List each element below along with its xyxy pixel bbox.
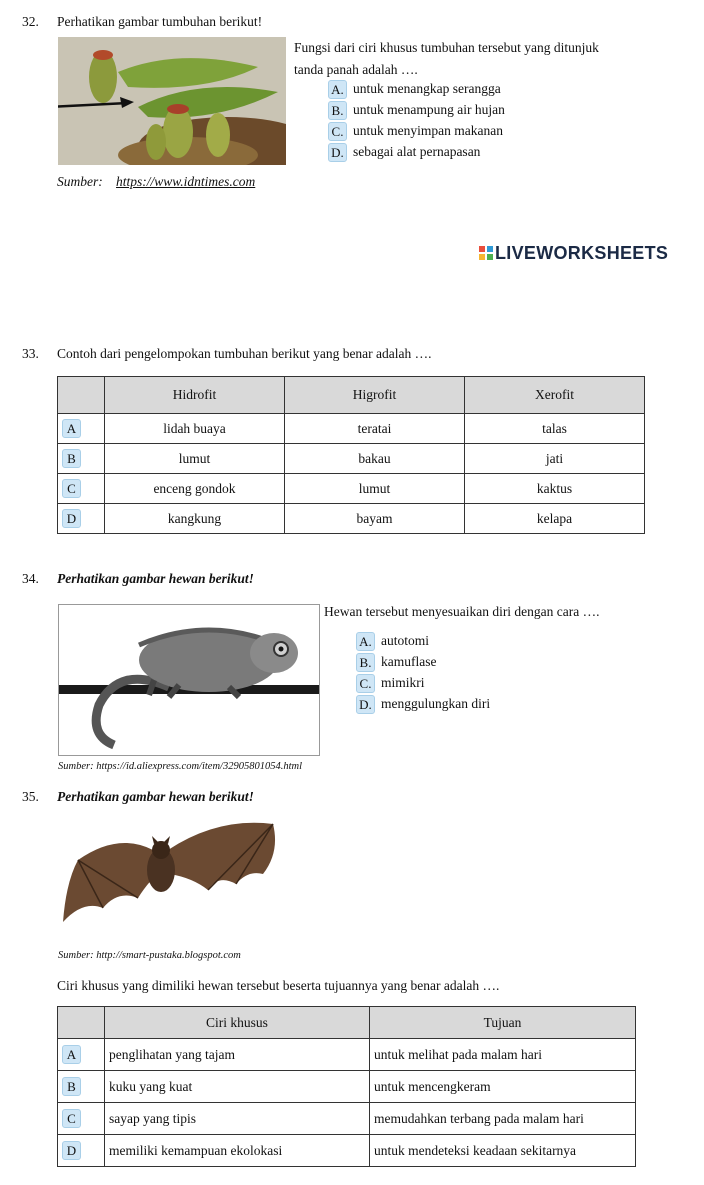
row-letter[interactable]: B xyxy=(62,1077,81,1096)
q34-source: Sumber: https://id.aliexpress.com/item/32905801054.html xyxy=(58,761,303,772)
chameleon-illustration xyxy=(59,605,319,755)
table-header-blank xyxy=(58,377,105,414)
q35-table xyxy=(57,1006,636,1167)
table-cell: bayam xyxy=(285,504,465,534)
option-text: mimikri xyxy=(381,675,425,690)
option-letter: B. xyxy=(328,101,347,120)
bat-image xyxy=(58,812,284,940)
q35-row-c[interactable] xyxy=(58,1103,636,1135)
table-header-blank xyxy=(58,1007,105,1039)
row-letter[interactable]: A xyxy=(62,419,81,438)
q33-row-a[interactable] xyxy=(58,414,645,444)
row-letter[interactable]: D xyxy=(62,1141,81,1160)
liveworksheets-watermark xyxy=(479,243,668,264)
q35-row-a[interactable] xyxy=(58,1039,636,1071)
q34-number: 34. xyxy=(22,571,39,586)
q32-option-a[interactable] xyxy=(328,80,501,98)
q35-question: Ciri khusus yang dimiliki hewan tersebut beserta tujuannya yang benar adalah …. xyxy=(57,978,500,993)
liveworksheets-logo-icon xyxy=(479,246,493,260)
option-text: menggulungkan diri xyxy=(381,696,491,711)
table-cell: kangkung xyxy=(105,504,285,534)
row-letter[interactable]: C xyxy=(62,1109,81,1128)
option-letter: D. xyxy=(356,695,375,714)
option-text: untuk menyimpan makanan xyxy=(353,123,503,138)
table-cell: bakau xyxy=(285,444,465,474)
option-letter: B. xyxy=(356,653,375,672)
q35-intro: Perhatikan gambar hewan berikut! xyxy=(57,789,254,804)
table-cell: untuk mencengkeram xyxy=(370,1071,636,1103)
table-cell: lumut xyxy=(105,444,285,474)
q32-option-d[interactable] xyxy=(328,143,480,161)
row-letter[interactable]: B xyxy=(62,449,81,468)
table-header-hidrofit: Hidrofit xyxy=(105,377,285,414)
chameleon-image xyxy=(58,604,320,756)
table-cell: lidah buaya xyxy=(105,414,285,444)
table-header-ciri-khusus: Ciri khusus xyxy=(105,1007,370,1039)
table-cell: kaktus xyxy=(465,474,645,504)
watermark-text: LIVEWORKSHEETS xyxy=(495,243,669,263)
q32-source-label: Sumber: xyxy=(57,174,103,189)
table-header-tujuan: Tujuan xyxy=(370,1007,636,1039)
table-cell: untuk melihat pada malam hari xyxy=(370,1039,636,1071)
table-cell: penglihatan yang tajam xyxy=(105,1039,370,1071)
q34-option-b[interactable] xyxy=(356,653,436,671)
table-cell: enceng gondok xyxy=(105,474,285,504)
q32-number: 32. xyxy=(22,14,39,29)
q32-question-line2: tanda panah adalah …. xyxy=(294,62,418,77)
q34-option-d[interactable] xyxy=(356,695,490,713)
table-header-xerofit: Xerofit xyxy=(465,377,645,414)
q35-row-b[interactable] xyxy=(58,1071,636,1103)
q35-number: 35. xyxy=(22,789,39,804)
option-text: untuk menampung air hujan xyxy=(353,102,505,117)
q32-option-b[interactable] xyxy=(328,101,505,119)
table-cell: sayap yang tipis xyxy=(105,1103,370,1135)
option-letter: C. xyxy=(328,122,347,141)
table-cell: kuku yang kuat xyxy=(105,1071,370,1103)
q34-option-c[interactable] xyxy=(356,674,425,692)
table-cell: memudahkan terbang pada malam hari xyxy=(370,1103,636,1135)
q33-row-c[interactable] xyxy=(58,474,645,504)
q32-intro: Perhatikan gambar tumbuhan berikut! xyxy=(57,14,263,29)
q33-row-d[interactable] xyxy=(58,504,645,534)
option-letter: C. xyxy=(356,674,375,693)
q32-question-line1: Fungsi dari ciri khusus tumbuhan tersebut yang ditunjuk xyxy=(294,40,599,55)
table-cell: kelapa xyxy=(465,504,645,534)
table-cell: lumut xyxy=(285,474,465,504)
table-cell: teratai xyxy=(285,414,465,444)
pitcher-plant-image xyxy=(58,37,286,165)
option-text: kamuflase xyxy=(381,654,437,669)
q35-row-d[interactable] xyxy=(58,1135,636,1167)
q34-question: Hewan tersebut menyesuaikan diri dengan cara …. xyxy=(324,604,600,619)
option-text: sebagai alat pernapasan xyxy=(353,144,481,159)
q33-row-b[interactable] xyxy=(58,444,645,474)
table-cell: memiliki kemampuan ekolokasi xyxy=(105,1135,370,1167)
option-text: autotomi xyxy=(381,633,429,648)
table-header-row xyxy=(58,377,645,414)
pitcher-plant-illustration xyxy=(58,37,286,165)
row-letter[interactable]: D xyxy=(62,509,81,528)
row-letter[interactable]: A xyxy=(62,1045,81,1064)
q33-question: Contoh dari pengelompokan tumbuhan berikut yang benar adalah …. xyxy=(57,346,432,361)
table-cell: jati xyxy=(465,444,645,474)
table-cell: talas xyxy=(465,414,645,444)
q33-number: 33. xyxy=(22,346,39,361)
table-header-row xyxy=(58,1007,636,1039)
q35-source: Sumber: http://smart-pustaka.blogspot.com xyxy=(58,950,241,961)
option-letter: A. xyxy=(328,80,347,99)
q34-option-a[interactable] xyxy=(356,632,429,650)
table-header-higrofit: Higrofit xyxy=(285,377,465,414)
row-letter[interactable]: C xyxy=(62,479,81,498)
q32-source-link[interactable]: https://www.idntimes.com xyxy=(116,174,256,189)
q33-table xyxy=(57,376,645,534)
q32-option-c[interactable] xyxy=(328,122,503,140)
option-letter: A. xyxy=(356,632,375,651)
q34-intro: Perhatikan gambar hewan berikut! xyxy=(57,571,254,586)
bat-illustration xyxy=(58,812,284,940)
option-letter: D. xyxy=(328,143,347,162)
table-cell: untuk mendeteksi keadaan sekitarnya xyxy=(370,1135,636,1167)
option-text: untuk menangkap serangga xyxy=(353,81,501,96)
